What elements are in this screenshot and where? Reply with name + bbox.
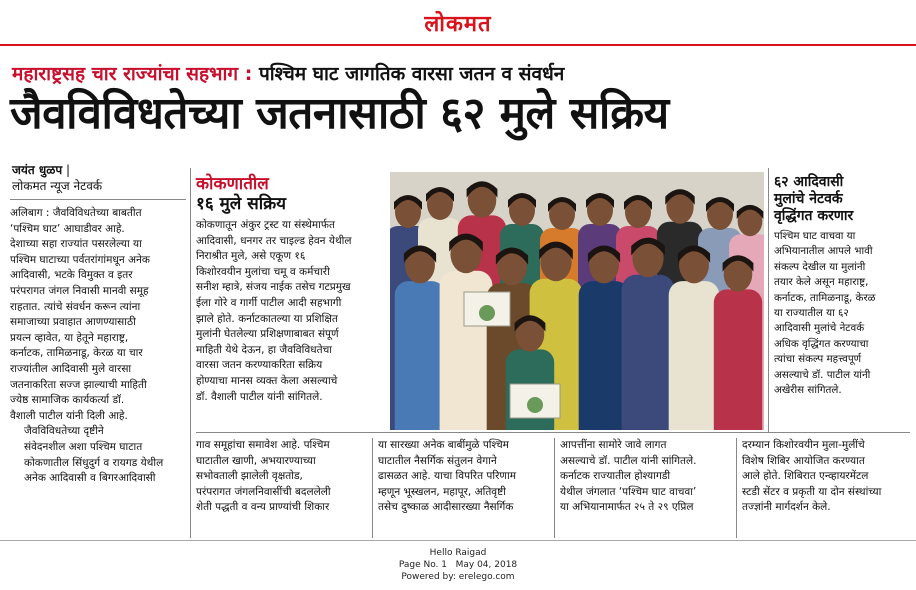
sidebar-heading-line: वृद्धिंगत करणार (774, 208, 854, 224)
text-line: अखेरीस सांगितले. (774, 384, 842, 397)
text-line: परंपरागत जंगल निवासी मानवी समूह (10, 284, 149, 297)
byline: जयंत धुळप | लोकमत न्यूज नेटवर्क (12, 163, 103, 193)
photo-certificate-emblem (479, 305, 495, 321)
sidebar-heading-line: मुलांचे नेटवर्क (774, 191, 843, 207)
text-line: घाटातील खाणी, अभयारण्याच्या (196, 454, 316, 467)
text-line: राज्यांतील आदिवासी मुले वारसा (10, 362, 132, 375)
text-line: सभोवताली झालेली वृक्षतोड, (196, 470, 303, 483)
text-line: ज्येष्ठ सामाजिक कार्यकर्त्या डॉ. (10, 394, 125, 407)
masthead-divider (0, 44, 916, 46)
newspaper-logo: लोकमत (424, 11, 492, 37)
photo-certificate-emblem (527, 397, 543, 413)
column-rule (736, 438, 737, 538)
text-line: कर्नाटक, तामिळनाडू, केरळ या चार (10, 347, 143, 360)
byline-name: जयंत धुळप (12, 163, 63, 177)
column-rule (372, 438, 373, 538)
group-photo-image (390, 172, 764, 430)
kicker-prefix: महाराष्ट्रसह चार राज्यांचा सहभाग : (12, 63, 253, 85)
text-line: विशेष शिबिर आयोजित करण्यात (742, 454, 865, 467)
text-line: पश्चिम घाट वाचवा या (774, 230, 856, 242)
text-line: या राज्यातील या ६२ (774, 307, 849, 320)
column-3 (378, 438, 550, 516)
text-line: निराश्रीत मुले, असे एकूण १६ (196, 250, 306, 263)
text-line: या सारख्या अनेक बाबींमुळे पश्चिम (378, 439, 509, 451)
text-line: दरम्यान किशोरवयीन मुला-मुलींचे (742, 439, 865, 451)
text-line: डॉ. वैशाली पाटील यांनी सांगितले. (196, 390, 323, 403)
footer-page: Page No. 1 (398, 560, 448, 570)
text-line: कर्नाटक, तामिळनाडू, केरळ (774, 291, 876, 304)
text-line: तयार केले असून महाराष्ट्र, (774, 276, 869, 289)
text-line: कोकणातून अंकुर ट्रस्ट या संस्थेमार्फत (196, 219, 335, 231)
footer-date: May 04, 2018 (455, 560, 518, 570)
text-line: कर्नाटक राज्यातील होश्यागडी (560, 470, 671, 483)
text-line: परंपरागत जंगलनिवासींची बदललेली (196, 485, 331, 498)
text-line: किशोरवयीन मुलांचा चमू व कर्मचारी (196, 265, 330, 278)
text-line: आदिवासी, भटके विमुक्त व इतर (10, 269, 133, 282)
text-line: अनेक आदिवासी व बिगरआदिवासी (24, 472, 156, 485)
sidebar-body (774, 229, 910, 398)
text-line: होण्याचा मानस व्यक्त केला असल्याचे (196, 374, 338, 387)
box-subhead-red: कोकणातील (196, 174, 269, 194)
text-line: म्हणून भूस्खलन, महापूर, अतिवृष्टी (378, 485, 506, 498)
text-line: असल्याचे डॉ. पाटील यांनी सांगितले. (560, 454, 697, 467)
footer-powered: Powered by: erelego.com (401, 572, 515, 582)
box-subhead: १६ मुले सक्रिय (196, 194, 287, 214)
text-line: तसेच दुष्काळ आदीसारख्या नैसर्गिक (378, 501, 514, 514)
text-line: अभियानातील आपले भावी (774, 245, 873, 258)
text-line: शेती पद्धती व वन्य प्राण्यांची शिकार (196, 501, 330, 514)
text-line: असल्याचे डॉ. पाटील यांनी (774, 368, 871, 381)
column-1 (10, 206, 186, 487)
text-line: ईला गोरे व गार्गी पाटील आदी सहभागी (196, 296, 342, 309)
text-line: जैवविविधतेच्या दृष्टीने (24, 425, 104, 438)
kicker-text: पश्चिम घाट जागतिक वारसा जतन व संवर्धन (258, 63, 565, 85)
text-line: आले होते. शिबिरात एन्व्हायरमेंटल (742, 470, 869, 483)
text-line: सनीश म्हात्रे, संजय नाईक तसेच गटप्रमुख (196, 281, 351, 294)
box-body (196, 218, 386, 405)
text-line: देशाच्या सहा राज्यांत पसरलेल्या या (10, 238, 142, 251)
column-5 (742, 438, 912, 516)
text-line: गाव समूहांचा समावेश आहे. पश्चिम (196, 439, 330, 451)
masthead (0, 0, 916, 40)
byline-rule (10, 199, 186, 200)
section-rule (196, 432, 910, 433)
text-line: जतनाकरिता सज्ज झाल्याची माहिती (10, 378, 147, 391)
kicker (12, 60, 564, 86)
text-line: तज्ज्ञांनी मार्गदर्शन केले. (742, 501, 831, 514)
sidebar-heading-line: ६२ आदिवासी (774, 174, 844, 190)
text-line: प्रयत्न व्हावेत, या हेतूने महाराष्ट्र, (10, 331, 129, 344)
text-line: संवेदनशील अशा पश्चिम घाटात (24, 440, 143, 453)
sidebar-heading (774, 174, 910, 225)
column-rule (554, 438, 555, 538)
headline: जैवविविधतेच्या जतनासाठी ६२ मुले सक्रिय (10, 88, 669, 139)
text-line: अलिबाग : जैवविविधतेच्या बाबतीत (10, 207, 142, 219)
group-photo (390, 172, 764, 430)
column-2 (196, 438, 368, 516)
column-rule (768, 168, 769, 432)
footer (0, 547, 916, 583)
text-line: मुलांनी घेतलेल्या प्रशिक्षणाबाबत संपूर्ण (196, 328, 339, 341)
text-line: येथील जंगलात ‘पश्चिम घाट वाचवा’ (560, 485, 697, 498)
column-1-para-2 (10, 424, 186, 486)
text-line: आदिवासी मुलांचे नेटवर्क (774, 322, 865, 335)
box-story (196, 174, 386, 405)
text-line: ढासळत आहे. याचा विपरित परिणाम (378, 470, 516, 483)
sidebar-story (774, 174, 910, 398)
text-line: झाले होते. कर्नाटकातल्या या प्रशिक्षित (196, 312, 338, 325)
text-line: वारसा जतन करण्याकरिता सक्रिय (196, 359, 323, 372)
page-bottom-rule (0, 540, 916, 541)
text-line: घाटातील नैसर्गिक संतुलन वेगाने (378, 454, 497, 467)
text-line: समाजाच्या प्रवाहात आणण्यासाठी (10, 316, 136, 329)
footer-edition: Hello Raigad (429, 548, 487, 558)
text-line: आदिवासी, धनगर तर चाइल्ड हेवन येथील (196, 234, 352, 247)
text-line: अधिक वृद्धिंगत करण्याचा (774, 337, 869, 350)
text-line: पश्चिम घाटाच्या पर्वतरांगांमधून अनेक (10, 253, 150, 266)
column-rule (190, 168, 191, 538)
column-4 (560, 438, 732, 516)
text-line: त्यांचा संकल्प महत्त्वपूर्ण (774, 353, 862, 366)
text-line: माहिती येथे देऊन, हा जैवविविधतेचा (196, 343, 332, 356)
text-line: वैशाली पाटील यांनी दिली आहे. (10, 409, 128, 422)
byline-agency: लोकमत न्यूज नेटवर्क (12, 179, 103, 193)
text-line: आपत्तींना सामोरे जावे लागत (560, 439, 667, 451)
text-line: राहतात. त्यांचे संवर्धन करून त्यांना (10, 300, 141, 313)
column-1-para-1 (10, 206, 186, 424)
text-line: या अभियानामार्फत २५ ते २९ एप्रिल (560, 501, 694, 514)
text-line: स्टडी सेंटर व प्रकृती या दोन संस्थांच्या (742, 485, 882, 498)
text-line: कोकणातील सिंधुदुर्ग व रायगड येथील (24, 456, 164, 469)
text-line: संकल्प देखील या मुलांनी (774, 260, 866, 273)
text-line: ‘पश्चिम घाट’ आघाडीवर आहे. (10, 222, 125, 235)
